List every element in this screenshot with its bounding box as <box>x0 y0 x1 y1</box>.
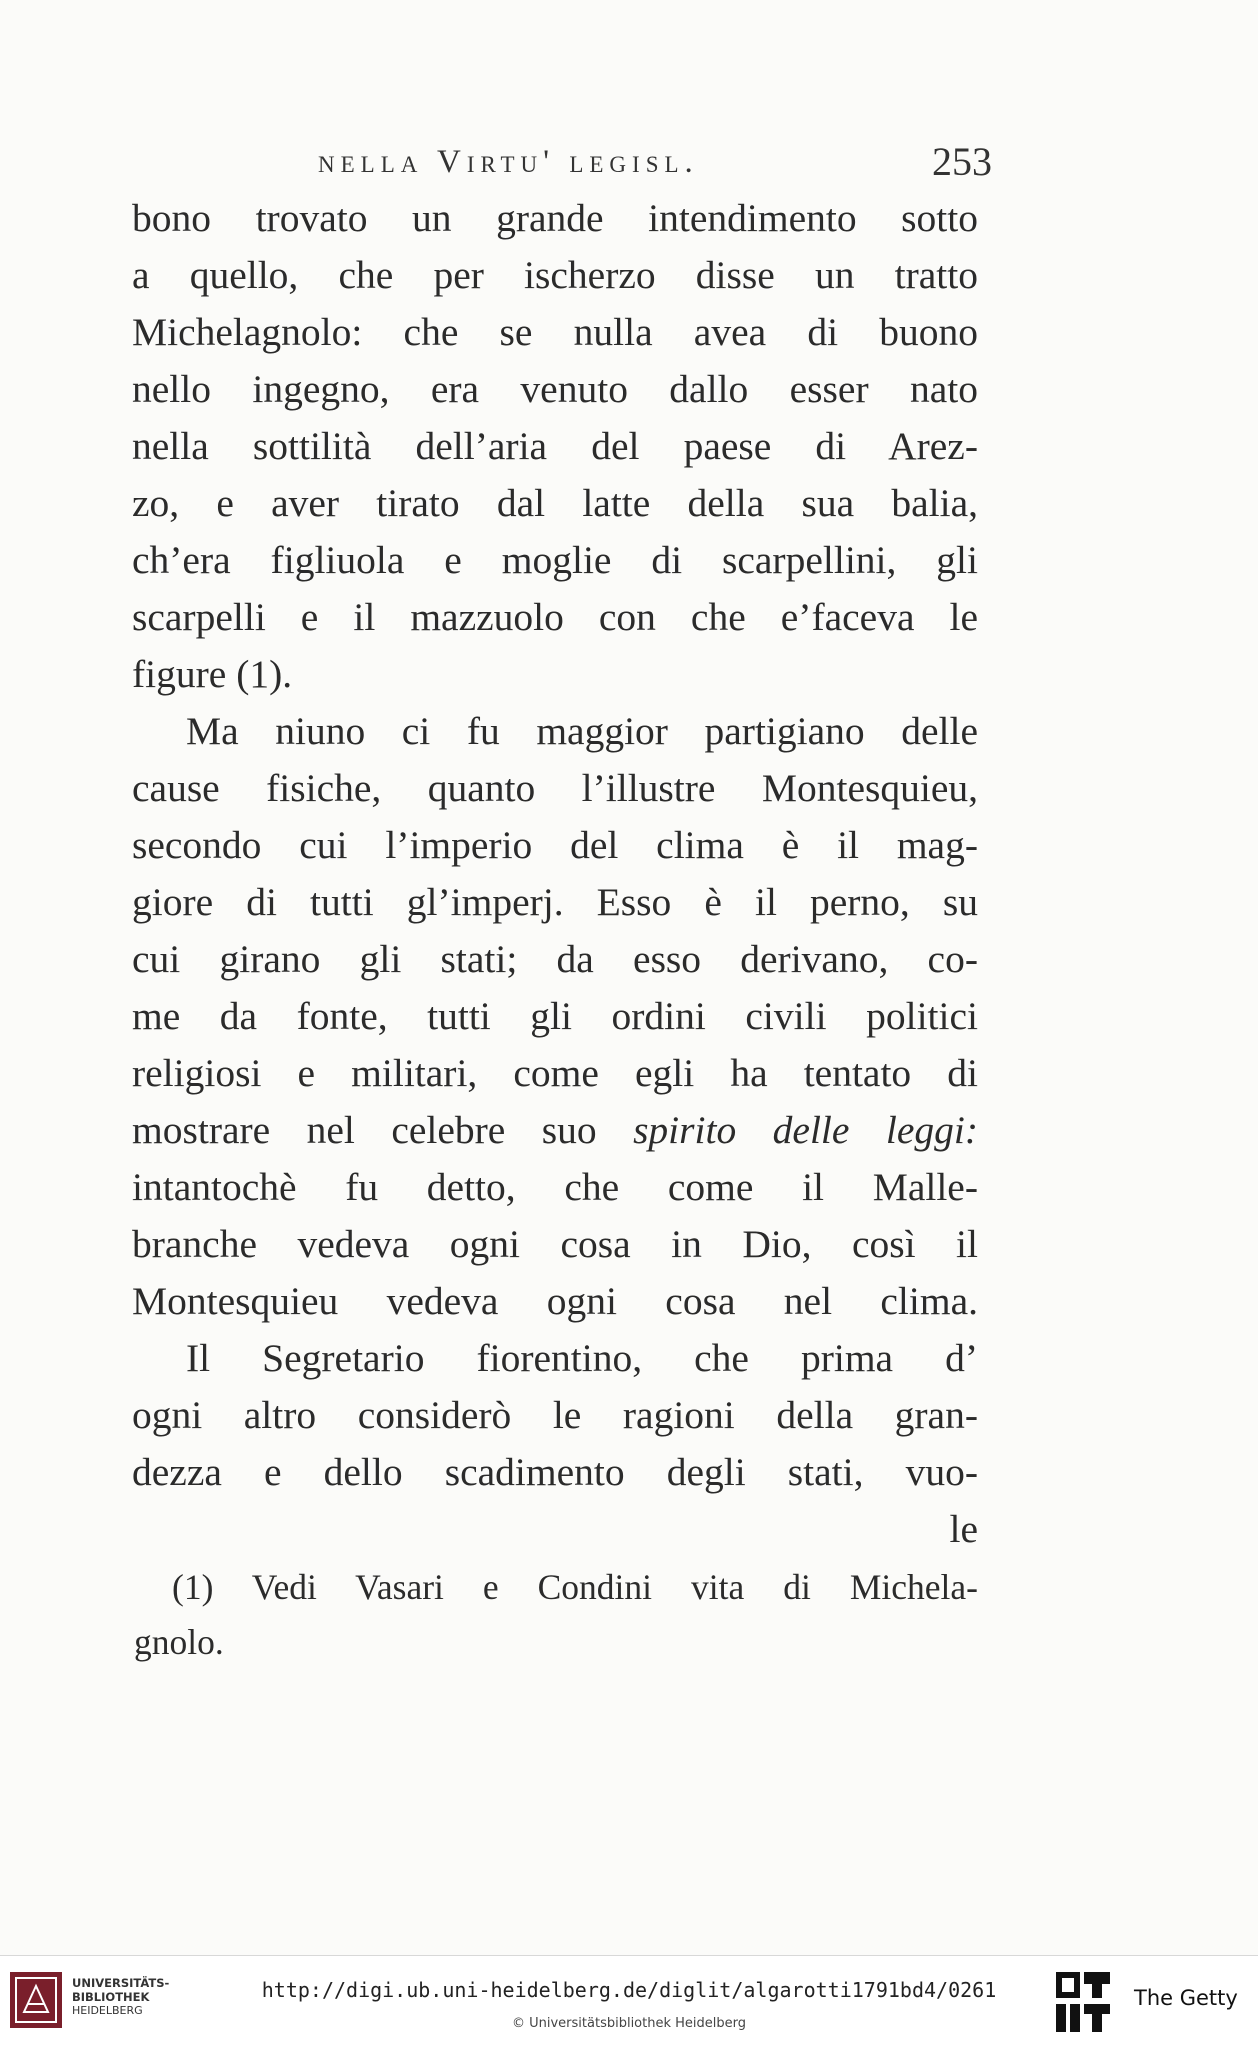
text-line: religiosi e militari, come egli ha tentato di <box>132 1051 978 1095</box>
permalink-url[interactable]: http://digi.ub.uni-heidelberg.de/diglit/algarotti1791bd4/0261 <box>261 1978 997 2002</box>
text-line: ogni altro considerò le ragioni della gran- <box>132 1393 978 1437</box>
text-line: nella sottilità dell’aria del paese di Arez- <box>132 424 978 468</box>
university-name-line: BIBLIOTHEK <box>72 1990 150 2004</box>
text-line: zo, e aver tirato dal latte della sua balia, <box>132 481 978 525</box>
text-line: Montesquieu vedeva ogni cosa nel clima. <box>132 1279 978 1323</box>
text-line: Il Segretario fiorentino, che prima d’ <box>186 1336 978 1380</box>
university-name-line: UNIVERSITÄTS- <box>72 1976 170 1990</box>
italic-title: spirito delle leggi: <box>633 1108 978 1152</box>
text-line: figure (1). <box>132 652 293 696</box>
text-line: branche vedeva ogni cosa in Dio, così il <box>132 1222 978 1266</box>
text-line: Ma niuno ci fu maggior partigiano delle <box>186 709 978 753</box>
running-head: nella Virtu' legisl. <box>318 144 699 180</box>
text-line: bono trovato un grande intendimento sotto <box>132 196 978 240</box>
page-number: 253 <box>932 139 992 184</box>
footnote-line: gnolo. <box>134 1622 224 1662</box>
page-header <box>318 138 992 188</box>
text-line: dezza e dello scadimento degli stati, vuo- <box>132 1450 978 1494</box>
text-line: Michelagnolo: che se nulla avea di buono <box>132 310 978 354</box>
text-run: mostrare nel celebre suo <box>132 1108 634 1152</box>
text-line: nello ingegno, era venuto dallo esser nato <box>132 367 978 411</box>
text-line <box>132 1102 978 1159</box>
text-line: cause fisiche, quanto l’illustre Montesquieu, <box>132 766 978 810</box>
footnote <box>134 1560 978 1670</box>
text-line: secondo cui l’imperio del clima è il mag- <box>132 823 978 867</box>
footnote-line: (1) Vedi Vasari e Condini vita di Michela- <box>172 1567 978 1607</box>
catchword: le <box>949 1507 978 1551</box>
getty-name: The Getty <box>1134 1986 1238 2010</box>
body-text <box>132 190 978 1558</box>
copyright-notice: © Universitätsbibliothek Heidelberg <box>511 2016 746 2031</box>
text-line: ch’era figliuola e moglie di scarpellini, gli <box>132 538 978 582</box>
university-name-line: HEIDELBERG <box>72 2004 143 2017</box>
text-line: a quello, che per ischerzo disse un tratto <box>132 253 978 297</box>
text-line: scarpelli e il mazzuolo con che e’faceva le <box>132 595 978 639</box>
text-line: giore di tutti gl’imperj. Esso è il perno, su <box>132 880 978 924</box>
text-line: cui girano gli stati; da esso derivano, co- <box>132 937 978 981</box>
getty-logo-icon <box>1054 1970 1112 2034</box>
viewer-footer <box>0 1955 1258 2048</box>
text-line: me da fonte, tutti gli ordini civili politici <box>132 994 978 1038</box>
text-line: intantochè fu detto, che come il Malle- <box>132 1165 978 1209</box>
